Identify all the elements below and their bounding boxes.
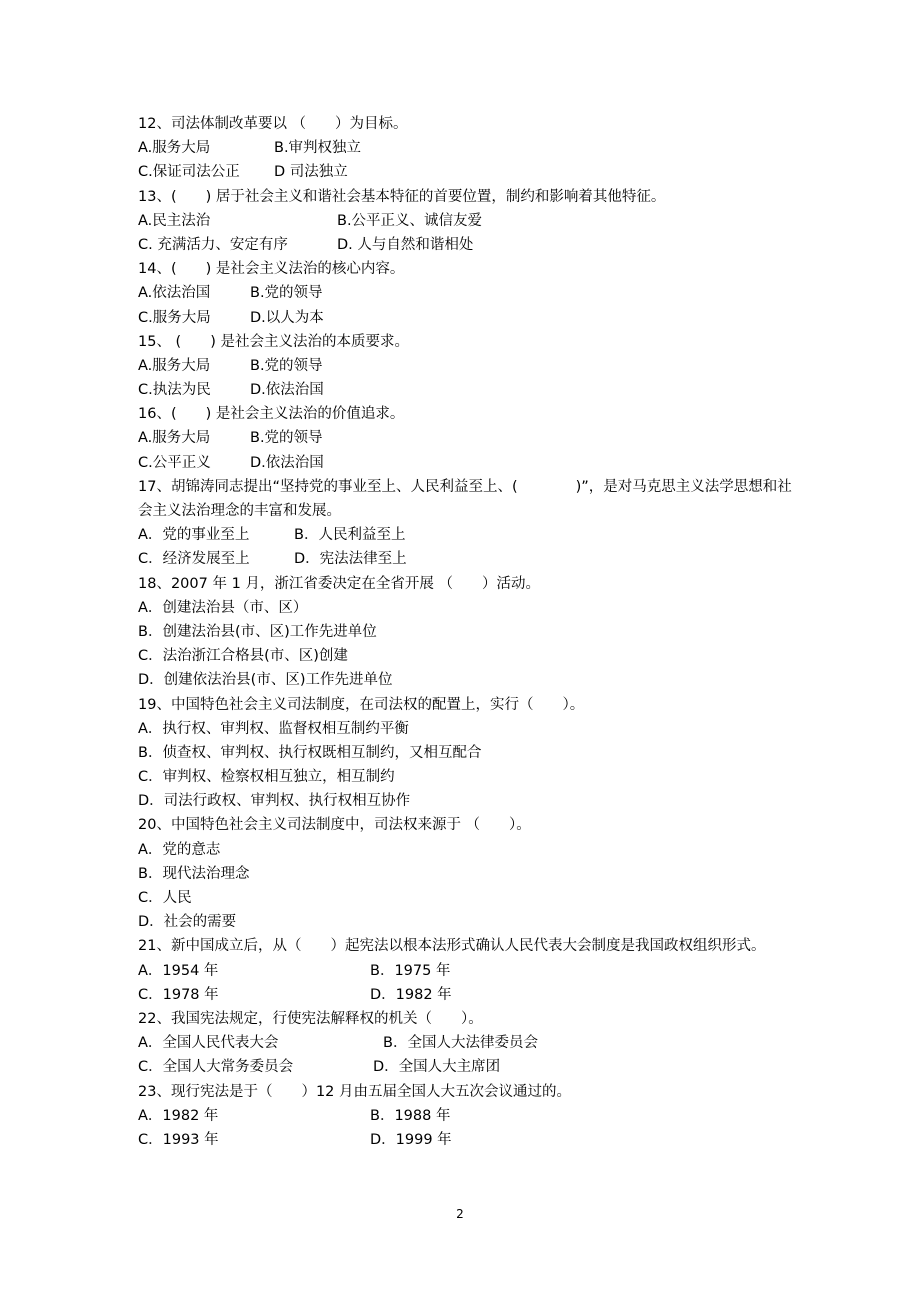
option-text: A．1954 年 (138, 962, 219, 979)
option-row (138, 354, 798, 378)
option-text: D．全国人大主席团 (373, 1059, 501, 1076)
option-text: A．党的意志 (138, 841, 221, 858)
question-text: 17、胡锦涛同志提出“坚持党的事业至上、人民利益至上、( )”，是对马克思主义法学思想和社会主义法治理念的丰富和发展。 (138, 478, 792, 520)
option-text: C．经济发展至上 (138, 551, 250, 568)
option-text: A．创建法治县（市、区） (138, 599, 308, 616)
option-text: D．社会的需要 (138, 914, 237, 931)
option-text: A.服务大局 (138, 357, 211, 374)
option-text: C. 充满活力、安定有序 (138, 236, 288, 253)
option-text: D．创建依法治县(市、区)工作先进单位 (138, 672, 393, 689)
option-text: B．1975 年 (370, 962, 451, 979)
option-row (138, 378, 798, 402)
question-text: 22、我国宪法规定，行使宪法解释权的机关（ ）。 (138, 1010, 483, 1027)
option-text: D 司法独立 (274, 164, 348, 181)
page-number: 2 (456, 1207, 464, 1221)
option-text: D．宪法法律至上 (294, 551, 407, 568)
option-text: A．1982 年 (138, 1107, 219, 1124)
option-text: C．1978 年 (138, 986, 219, 1003)
option-text: A．执行权、审判权、监督权相互制约平衡 (138, 720, 409, 737)
option-text: B．现代法治理念 (138, 865, 250, 882)
option-text: A.民主法治 (138, 212, 211, 229)
option-text: C.公平正义 (138, 454, 211, 471)
option-text: D.以人为本 (250, 309, 324, 326)
option-text: B.审判权独立 (274, 140, 362, 157)
question-text: 16、( ) 是社会主义法治的价值追求。 (138, 406, 405, 423)
option-text: D．1982 年 (370, 986, 452, 1003)
question-text: 19、中国特色社会主义司法制度，在司法权的配置上，实行（ ）。 (138, 696, 585, 713)
option-text: A.服务大局 (138, 430, 211, 447)
option-text: D. 人与自然和谐相处 (337, 236, 474, 253)
option-text: D.依法治国 (250, 382, 324, 399)
question-text: 18、2007 年 1 月，浙江省委决定在全省开展 （ ）活动。 (138, 575, 541, 592)
question-text: 23、现行宪法是于（ ）12 月由五届全国人大五次会议通过的。 (138, 1083, 572, 1100)
question-text: 21、新中国成立后，从（ ）起宪法以根本法形式确认人民代表大会制度是我国政权组织形式。 (138, 938, 766, 955)
option-row (138, 983, 798, 1007)
option-row (138, 426, 798, 450)
option-text: D．司法行政权、审判权、执行权相互协作 (138, 793, 411, 810)
option-text: C．全国人大常务委员会 (138, 1059, 294, 1076)
option-text: A．全国人民代表大会 (138, 1035, 279, 1052)
option-text: A.依法治国 (138, 285, 211, 302)
option-row (138, 233, 798, 257)
option-text: A.服务大局 (138, 140, 211, 157)
question-list (138, 112, 798, 1152)
option-row (138, 1128, 798, 1152)
option-row (138, 959, 798, 983)
option-row (138, 1031, 798, 1055)
question-text: 20、中国特色社会主义司法制度中，司法权来源于 （ ）。 (138, 817, 531, 834)
option-text: B．侦查权、审判权、执行权既相互制约，又相互配合 (138, 744, 482, 761)
option-text: B.党的领导 (250, 357, 323, 374)
option-text: C．审判权、检察权相互独立，相互制约 (138, 769, 395, 786)
option-row (138, 306, 798, 330)
option-text: B．全国人大法律委员会 (383, 1035, 538, 1052)
option-text: B.党的领导 (250, 430, 323, 447)
option-row (138, 209, 798, 233)
option-text: C．法治浙江合格县(市、区)创建 (138, 648, 348, 665)
question-text: 12、司法体制改革要以 （ ）为目标。 (138, 116, 408, 132)
option-text: B．创建法治县(市、区)工作先进单位 (138, 623, 377, 640)
option-text: A．党的事业至上 (138, 527, 250, 544)
option-text: D．1999 年 (370, 1131, 452, 1148)
option-row (138, 523, 798, 547)
option-text: B.党的领导 (250, 285, 323, 302)
question-text: 13、( ) 居于社会主义和谐社会基本特征的首要位置，制约和影响着其他特征。 (138, 188, 666, 205)
question-text: 15、 ( ) 是社会主义法治的本质要求。 (138, 333, 409, 350)
option-row (138, 281, 798, 305)
option-row (138, 136, 798, 160)
option-text: C.执法为民 (138, 382, 211, 399)
option-text: C．1993 年 (138, 1131, 219, 1148)
option-text: C.服务大局 (138, 309, 211, 326)
option-text: B.公平正义、诚信友爱 (337, 212, 483, 229)
question-text: 14、( ) 是社会主义法治的核心内容。 (138, 261, 405, 278)
option-text: C．人民 (138, 890, 192, 907)
option-row (138, 451, 798, 475)
option-text: C.保证司法公正 (138, 164, 240, 181)
option-text: B．人民利益至上 (294, 527, 406, 544)
option-text: B．1988 年 (370, 1107, 451, 1124)
option-row (138, 547, 798, 571)
option-text: D.依法治国 (250, 454, 324, 471)
option-row (138, 1104, 798, 1128)
option-row (138, 160, 798, 184)
option-row (138, 1055, 798, 1079)
